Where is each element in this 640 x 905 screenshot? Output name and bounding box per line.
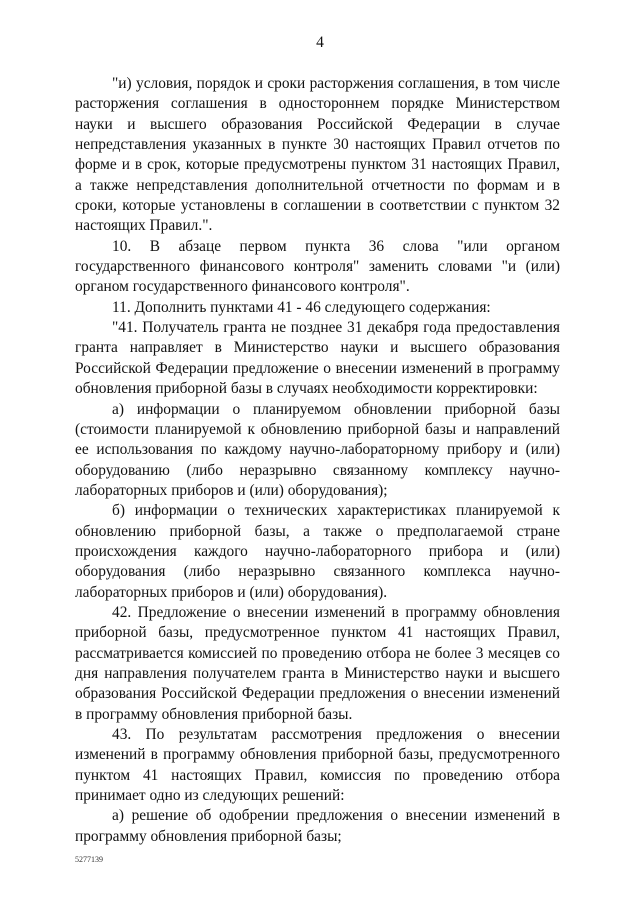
paragraph-item-10: 10. В абзаце первом пункта 36 слова "или органом государственного финансового контроля" заменить словами "и (или) органом государственного финансового контроля". [75, 237, 560, 296]
paragraph-point-41: "41. Получатель гранта не позднее 31 декабря года предоставления гранта направляет в Министерство науки и высшего образования Российской Федерации предложение о внесении изменений в программу обновления приборной базы в случаях необходимости корректировки: [75, 319, 560, 398]
paragraph-clause-i: "и) условия, порядок и сроки расторжения соглашения, в том числе расторжения соглашения в одностороннем порядке Министерством науки и высшего образования Российской Федерации в случае непредставления указанных в пункте 30 настоящих Правил отчетов по форме и в срок, которые предусмотрены пунктом 31 настоящих Правил, а также непредставления дополнительной отчетности по формам и в сроки, которые установлены в соглашении в соответствии с пунктом 32 настоящих Правил.". [75, 75, 560, 235]
page-number: 4 [316, 34, 324, 51]
document-body [75, 74, 560, 847]
paragraph-point-42: 42. Предложение о внесении изменений в программу обновления приборной базы, предусмотренное пунктом 41 настоящих Правил, рассматривается комиссией по проведению отбора не более 3 месяцев со дня направления получателем гранта в Министерство науки и высшего образования Российской Федерации предложения о внесении изменений в программу обновления приборной базы. [75, 603, 560, 723]
document-code: 5277139 [75, 855, 103, 864]
paragraph-point-43-a: а) решение об одобрении предложения о внесении изменений в программу обновления приборной базы; [75, 807, 560, 845]
paragraph-point-41-b: б) информации о технических характеристиках планируемой к обновлению приборной базы, а также о предполагаемой стране происхождения каждого научно-лабораторного прибора и (или) оборудования (либо неразрывно связанного комплекса научно-лабораторных приборов и (или) оборудования). [75, 502, 560, 601]
paragraph-point-41-a: а) информации о планируемом обновлении приборной базы (стоимости планируемой к обновлению приборной базы и направлений ее использования по каждому научно-лабораторному прибору и (или) оборудованию (либо неразрывно связанному комплексу научно-лабораторных приборов и (или) оборудования); [75, 400, 560, 499]
paragraph-item-11: 11. Дополнить пунктами 41 - 46 следующего содержания: [112, 298, 491, 316]
paragraph-point-43: 43. По результатам рассмотрения предложения о внесении изменений в программу обновления приборной базы, предусмотренного пунктом 41 настоящих Правил, комиссия по проведению отбора принимает одно из следующих решений: [75, 726, 560, 805]
